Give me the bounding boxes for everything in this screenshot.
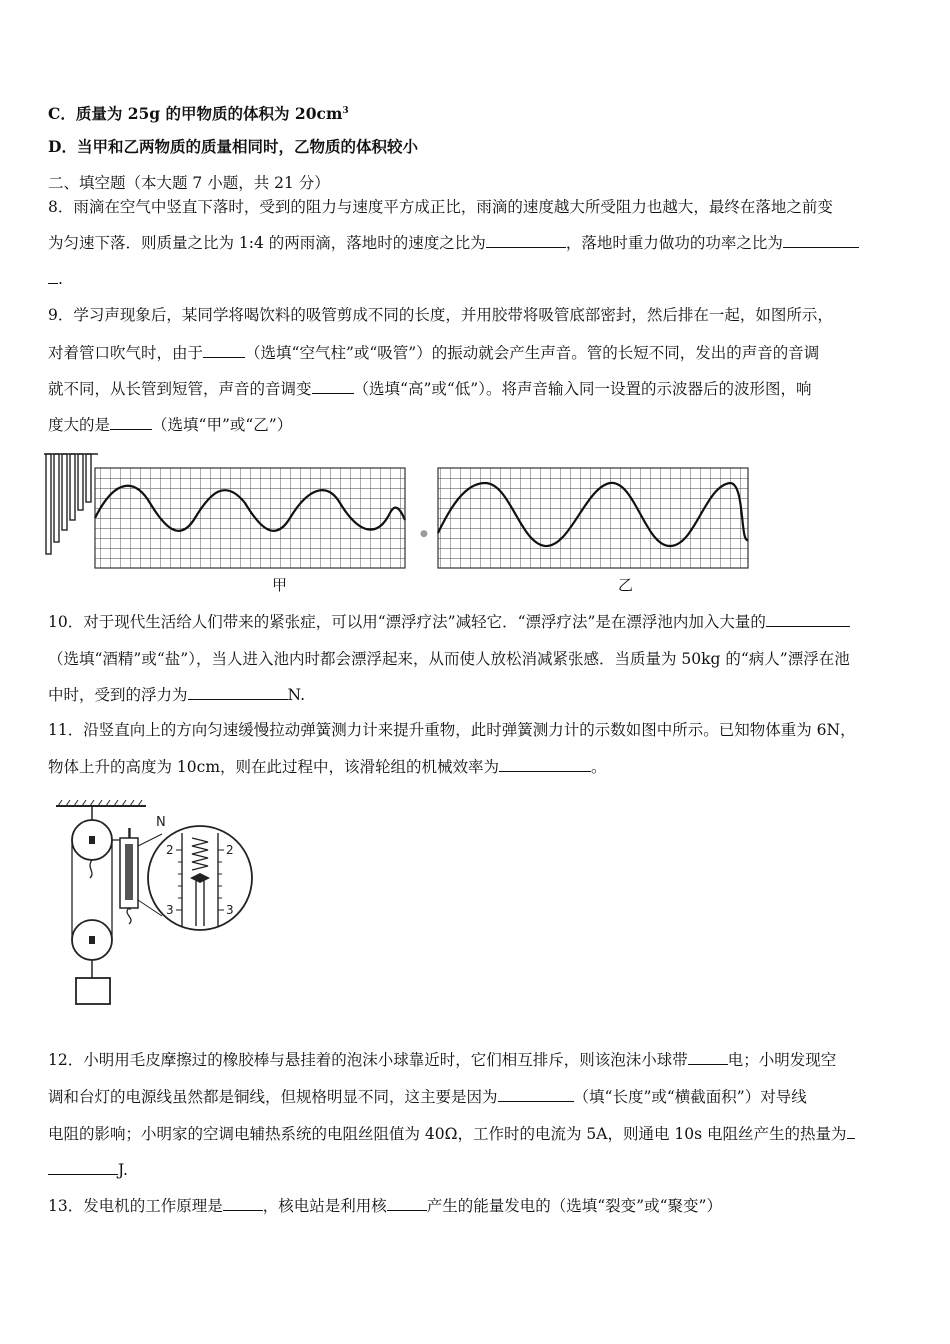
q10-line-3: 中时，受到的浮力为 N. bbox=[48, 686, 306, 704]
spring-scale-icon bbox=[120, 828, 138, 924]
section-heading: 二、填空题（本大题 7 小题，共 21 分） bbox=[48, 174, 330, 192]
q10-line-2: （选填“酒精”或“盐”），当人进入池内时都会漂浮起来，从而使人放松消减紧张感．当质量为 50kg 的“病人”漂浮在池 bbox=[48, 650, 850, 668]
tick-2-right: 2 bbox=[226, 843, 234, 857]
q12-line-1: 12．小明用毛皮摩擦过的橡胶棒与悬挂着的泡沫小球靠近时，它们相互排斥，则该泡沫小球带 电；小明发现空 bbox=[48, 1051, 837, 1069]
q9-blank-3[interactable] bbox=[110, 415, 152, 430]
scope-yi bbox=[438, 468, 748, 568]
q9-line-1: 9．学习声现象后，某同学将喝饮料的吸管剪成不同的长度，并用胶带将吸管底部密封，然后排在一起，如图所示， bbox=[48, 306, 833, 324]
q8-line-2: 为匀速下落．则质量之比为 1:4 的两雨滴，落地时的速度之比为 ，落地时重力做功的功率之比为 bbox=[48, 233, 859, 253]
option-d: D．当甲和乙两物质的质量相同时，乙物质的体积较小 bbox=[48, 137, 418, 156]
q12-blank-1[interactable] bbox=[688, 1050, 728, 1065]
label-yi: 乙 bbox=[618, 576, 634, 594]
q13-line-1: 13．发电机的工作原理是 ，核电站是利用核 产生的能量发电的（选填“裂变”或“聚变”） bbox=[48, 1197, 722, 1215]
q9-line-3: 就不同，从长管到短管，声音的音调变 （选填“高”或“低”）。将声音输入同一设置的示波器后的波形图，响 bbox=[48, 380, 812, 398]
q8-blank-2[interactable] bbox=[783, 233, 859, 248]
weight-block-icon bbox=[76, 978, 110, 1004]
scope-jia bbox=[95, 468, 405, 568]
q12-blank-2[interactable] bbox=[498, 1087, 574, 1102]
q9-line-4: 度大的是 （选填“甲”或“乙”） bbox=[48, 416, 293, 434]
q12-blank-3[interactable] bbox=[847, 1124, 855, 1139]
q13-blank-1[interactable] bbox=[223, 1196, 263, 1211]
q9-line-2: 对着管口吹气时，由于 （选填“空气柱”或“吸管”）的振动就会产生声音。管的长短不同，发出的声音的音调 bbox=[48, 344, 820, 362]
label-jia: 甲 bbox=[272, 576, 288, 594]
q9-blank-1[interactable] bbox=[203, 343, 245, 358]
option-c: C．质量为 25g 的甲物质的体积为 $20cm^3$ bbox=[48, 104, 349, 124]
svg-text:●: ● bbox=[420, 529, 428, 539]
q8-line-3: . bbox=[48, 269, 63, 289]
q12-line-2: 调和台灯的电源线虽然都是铜线，但规格明显不同，这主要是因为 （填“长度”或“横截面积”）对导线 bbox=[48, 1088, 807, 1106]
q9-figure bbox=[40, 448, 760, 596]
straws-icon bbox=[44, 454, 98, 554]
q8-blank-1[interactable] bbox=[486, 233, 566, 248]
tick-3-right: 3 bbox=[226, 903, 234, 917]
q12-line-3: 电阻的影响；小明家的空调电辅热系统的电阻丝阻值为 40Ω，工作时的电流为 5A，则通电 10s 电阻丝产生的热量为 bbox=[48, 1124, 855, 1144]
tick-3-left: 3 bbox=[166, 903, 174, 917]
unit-n-label: N bbox=[156, 815, 166, 830]
q9-blank-2[interactable] bbox=[312, 379, 354, 394]
q10-blank-1[interactable] bbox=[766, 612, 850, 627]
q12-blank-3-cont[interactable] bbox=[48, 1160, 118, 1175]
q10-line-1: 10．对于现代生活给人们带来的紧张症，可以用“漂浮疗法”减轻它．“漂浮疗法”是在漂浮池内加入大量的 bbox=[48, 612, 850, 632]
q8-blank-2-cont[interactable] bbox=[48, 269, 58, 284]
q11-line-1: 11．沿竖直向上的方向匀速缓慢拉动弹簧测力计来提升重物，此时弹簧测力计的示数如图中所示。已知物体重为 6N， bbox=[48, 721, 856, 739]
q8-line-1: 8．雨滴在空气中竖直下落时，受到的阻力与速度平方成正比，雨滴的速度越大所受阻力也越大，最终在落地之前变 bbox=[48, 198, 833, 216]
q11-line-2: 物体上升的高度为 10cm，则在此过程中，该滑轮组的机械效率为 。 bbox=[48, 758, 607, 776]
q12-line-4: J. bbox=[48, 1160, 128, 1180]
q13-blank-2[interactable] bbox=[387, 1196, 427, 1211]
q10-blank-2[interactable] bbox=[188, 685, 288, 700]
pulley-figure bbox=[50, 798, 280, 1016]
q11-blank-1[interactable] bbox=[499, 757, 591, 772]
tick-2-left: 2 bbox=[166, 843, 174, 857]
